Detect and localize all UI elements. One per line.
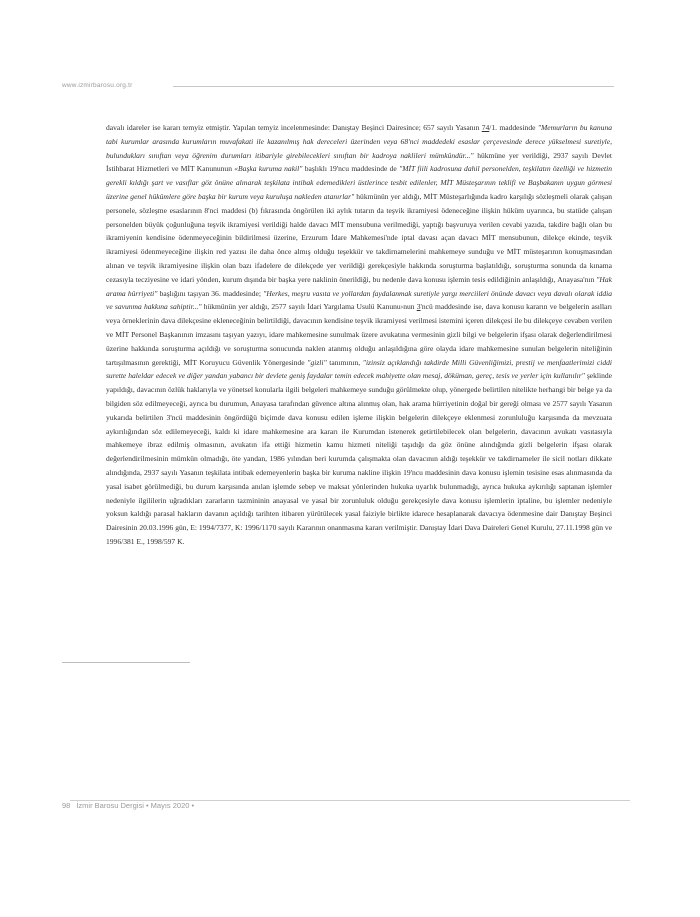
body-text (106, 121, 612, 549)
italic-quote: "izinsiz açıklandığı takdirde Milli Güvenliğimizi, prestij ve menfaatlerimizi ciddi surette haleldar edecek ve diğer yandan yabancı bir devlete geniş faydalar temin edecek mahiyette olan mesaj, döküman, gereç, tesis ve yerler için kullanılır" (106, 357, 612, 381)
page-number: 98 (62, 801, 71, 810)
text-run: şeklinde yapıldığı, davacının özlük haklarıyla ve yönetsel konularla ilgili belgeleri mahkemeye sunduğu görülmekte olup, yönergede belirtilen nitelikte herhangi bir belge ya da bilgiden söz edilmeyeceği, ayrıca bu durumun, Anayasa tarafından güvence altına alınmış olan, hak arama hürriyetinin doğal bir gereği olması ve 2577 sayılı Yasanın yukarıda belirtilen 3'ncü maddesinin öngördüğü biçimde dava konusu edilen işleme ilişkin belgelerin dilekçeye eklenmesi zorunluluğu karşısında da mevzuata aykırılığından söz edilemeyeceği, kaldı ki idare mahkemesine ara kararı ile Kurumdan istenerek getirtilebilecek olan belgelerin, davacının avukatı vasıtasıyla mahkemeye ibraz edilmiş olmasının, avukatın ifa ettiği hizmetin kamu hizmeti niteliği taşıdığı da göz önüne alındığında gizli belgelerin ifşası olarak değerlendirilmesinin mümkün olmadığı, öte yandan, 1986 yılından beri kurumda çalışmakta olan davacının aldığı teşekkür ve takdirnameler ile sicil notları dikkate alındığında, 2937 sayılı Yasanın teşkilata intibak edemeyenlerin başka bir kuruma nakline ilişkin 19'ncu maddesinin dava konusu işlemin tesisine esas alınmasında da yasal isabet görülmediği, bu durum karşısında anılan işlemde sebep ve maksat yönlerinden hukuka uyarlık bulunmadığı, ayrıca hukuka aykırılığı saptanan işlemler nedeniyle ilgililerin uğradıkları zararların tazmininin anayasal ve yasal bir zorunluluk olduğu gerekçesiyle dava konusu işlemlerin iptaline, bu işlemler nedeniyle yoksun kaldığı parasal hakların davanın açıldığı tarihten itibaren yürütülecek yasal faiziyle birlikte idarece hesaplanarak davacıya ödenmesine dair Danıştay Beşinci Dairesinin 20.03.1996 gün, E: 1994/7377, K: 1996/1170 sayılı Kararının onanmasına kararı verilmiştir. Danıştay İdari Dava Daireleri Genel Kurulu, 27.11.1998 gün ve 1996/381 E., 1998/597 K. (106, 371, 612, 546)
journal-name: İzmir Barosu Dergisi • Mayıs 2020 • (76, 801, 195, 810)
text-run: 'ncü maddesinde ise, dava konusu kararın ve belgelerin asılları veya örneklerinin dava dilekçesine ekleneceğinin belirtildiği, davacının kendisine teşvik ikramiyesi verilmesi istemini içeren dilekçesi ile bu dilekçeye cevaben verilen ve MİT Personel Başkanının imzasını taşıyan yazıyı, idare mahkemesine sunulmak üzere avukatına vermesinin gizli bilgi ve belgelerin ifşası olarak değerlendirilmesi üzerine hakkında soruşturma açıldığı ve soruşturma sonucunda naklen atanmış olduğu anlaşıldığına göre olayda idare mahkemesine sunulan belgelerin niteliğinin tartışılmasının gerektiği, MİT Koruyucu Güvenlik Yönergesinde (106, 302, 613, 367)
footnote-divider (62, 662, 190, 663)
italic-quote: "Herkes, meşru vasıta ve yollardan faydalanmak suretiyle yargı merciileri önünde davacı veya davalı olarak iddia ve savunma hakkına sahiptir..." (106, 288, 612, 312)
text-run: hükmünün yer aldığı, 2577 sayılı İdari Yargılama Usulü Kanunu›nun (201, 302, 417, 312)
text-run: davalı idareler ise kararı temyiz etmiştir. Yapılan temyiz incelenmesinde: Danıştay Beşinci Dairesince; 657 sayılı Yasanın (106, 123, 482, 132)
page-footer (62, 801, 198, 810)
italic-quote: "Hak arama hürriyeti" (106, 274, 612, 298)
text-run: başlığını taşıyan 36. maddesinde; (157, 288, 264, 298)
text-run: hükmüne yer verildiği, 2937 sayılı Devlet İstihbarat Hizmetleri ve MİT Kanununun (106, 150, 613, 174)
header-divider (173, 86, 614, 87)
header-url: www.izmirbarosu.org.tr (62, 82, 133, 89)
underlined-ref: 74 (481, 123, 490, 132)
italic-quote: "Memurların bu kanuna tabi kurumlar arasında kurumların muvafakati ile kazanılmış hak dereceleri üzerinden veya 68'nci maddedeki esaslar çerçevesinde derece yükselmesi suretiyle, bulundukları sınıftan veya öğrenim durumları itibariyle girebilecekleri sınıftan bir kadroya naklileri mümkündür..." (106, 123, 612, 160)
italic-quote: «Başka kuruma nakil" (234, 164, 303, 174)
italic-quote: "gizli" (307, 357, 327, 367)
body-paragraph (106, 121, 612, 549)
text-run: /1. maddesinde (489, 123, 538, 132)
text-run: tanımının, (326, 357, 363, 367)
text-run: başlıklı 19'ncu maddesinde de (302, 164, 400, 174)
underlined-ref: 3 (416, 302, 421, 312)
text-run: hükmünün yer aldığı, MİT Müsteşarlığında kadro karşılığı sözleşmeli olarak çalışan personele, sözleşme esaslarının 8'nci maddesi (b) fıkrasında öngörülen iki aylık tutarın da teşvik ikramiyesi ödeneceğine ilişkin hüküm uyarınca, bu statüde çalışan personelden büyük çoğunluğuna teşvik ikramiyesi verildiği halde davacı MİT mensubuna verilmediği, yaptığı başvuruya verilen cevabi yazıda, takdire bağlı olan bu ikramiyenin kendisine ödenmeyeceğinin bildirilmesi üzerine, Erzurum İdare Mahkemesi'nde iptal davası açan davacı MİT mensubunun, dilekçe ekinde, teşvik ikramiyesi ödenmeyeceğine ilişkin red yazısı ile daha önce almış olduğu teşekkür ve takdirnamelerini mahkemeye sunduğu ve MİT müsteşarının konuşmasından alınan ve teşvik ikramiyesine ilişkin olan bazı ifadelere de dilekçede yer verildiği gerekçesiyle hakkında soruşturma başlatıldığı, soruşturma sonunda da kınama cezasıyla tecziyesine ve idari yönden, kurum dışında bir başka yere naklinin önerildiği, bu nedenle dava konusu işlemin tesis edildiğinin anlaşıldığı, Anayasa'nın (106, 191, 612, 284)
italic-quote: "MİT fiili kadrosuna dahil personelden, teşkilatın özelliği ve hizmetin gerekli kıldığı şart ve vasıflar göz önüne alınarak teşkilata intibak edemedikleri üstlerince tesbit edilenler, MİT Müsteşarının teklifi ve Başbakanın uygun görmesi üzerine genel hükümlere göre başka bir kurum veya kuruluşa nakleden atanırlar" (106, 164, 612, 201)
